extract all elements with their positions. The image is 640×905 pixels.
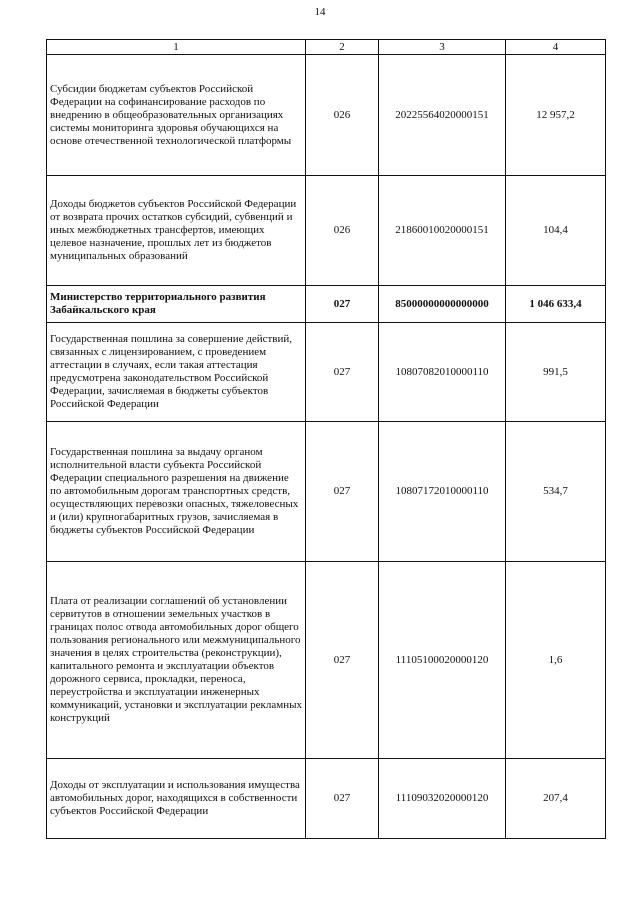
row-amount: 534,7 bbox=[506, 422, 606, 562]
row-amount: 12 957,2 bbox=[506, 55, 606, 176]
page-number: 14 bbox=[314, 6, 326, 18]
row-admin-code: 026 bbox=[306, 55, 379, 176]
row-admin-code: 027 bbox=[306, 422, 379, 562]
row-amount: 207,4 bbox=[506, 759, 606, 839]
row-description: Государственная пошлина за выдачу органом исполнительной власти субъекта Российской Федерации специального разрешения на движение по автомобильным дорогам транспортных средств, осуществляющих перевозки опасных, тяжеловесных и (или) крупногабаритных грузов, зачисляемая в бюджеты субъектов Российской Федерации bbox=[47, 422, 306, 562]
row-kbk-code: 11105100020000120 bbox=[379, 562, 506, 759]
row-description: Субсидии бюджетам субъектов Российской Федерации на софинансирование расходов по внедрению в общеобразовательных организациях системы мониторинга здоровья обучающихся на основе отечественной технологической платформы bbox=[47, 55, 306, 176]
row-description: Доходы от эксплуатации и использования имущества автомобильных дорог, находящихся в собственности субъектов Российской Федерации bbox=[47, 759, 306, 839]
row-amount: 104,4 bbox=[506, 176, 606, 286]
row-description: Плата от реализации соглашений об установлении сервитутов в отношении земельных участков в границах полос отвода автомобильных дорог общего пользования регионального или межмуниципального значения в целях строительства (реконструкции), капитального ремонта и эксплуатации объектов дорожного сервиса, прокладки, переноса, переустройства и эксплуатации инженерных коммуникаций, установки и эксплуатации рекламных конструкций bbox=[47, 562, 306, 759]
column-header-kbk: 3 bbox=[379, 40, 506, 55]
row-amount: 1,6 bbox=[506, 562, 606, 759]
column-header-amount: 4 bbox=[506, 40, 606, 55]
row-kbk-code: 85000000000000000 bbox=[379, 286, 506, 323]
row-kbk-code: 20225564020000151 bbox=[379, 55, 506, 176]
row-kbk-code: 10807172010000110 bbox=[379, 422, 506, 562]
row-kbk-code: 10807082010000110 bbox=[379, 323, 506, 422]
row-admin-code: 027 bbox=[306, 562, 379, 759]
budget-revenue-table bbox=[46, 39, 606, 839]
column-header-admin-code: 2 bbox=[306, 40, 379, 55]
row-description: Государственная пошлина за совершение действий, связанных с лицензированием, с проведением аттестации в случаях, если такая аттестация предусмотрена законодательством Российской Федерации, зачисляемая в бюджеты субъектов Российской Федерации bbox=[47, 323, 306, 422]
row-admin-code: 027 bbox=[306, 759, 379, 839]
row-admin-code: 026 bbox=[306, 176, 379, 286]
table-row bbox=[47, 759, 606, 839]
row-admin-code: 027 bbox=[306, 286, 379, 323]
table-body bbox=[47, 55, 606, 839]
table-row bbox=[47, 323, 606, 422]
table-header-row bbox=[47, 40, 606, 55]
table-row bbox=[47, 286, 606, 323]
table-row bbox=[47, 55, 606, 176]
row-kbk-code: 21860010020000151 bbox=[379, 176, 506, 286]
row-description: Министерство территориального развития Забайкальского края bbox=[47, 286, 306, 323]
row-description: Доходы бюджетов субъектов Российской Федерации от возврата прочих остатков субсидий, субвенций и иных межбюджетных трансфертов, имеющих целевое назначение, прошлых лет из бюджетов муниципальных образований bbox=[47, 176, 306, 286]
table-row bbox=[47, 176, 606, 286]
row-amount: 1 046 633,4 bbox=[506, 286, 606, 323]
table-row bbox=[47, 562, 606, 759]
table-row bbox=[47, 422, 606, 562]
row-kbk-code: 11109032020000120 bbox=[379, 759, 506, 839]
column-header-description: 1 bbox=[47, 40, 306, 55]
row-admin-code: 027 bbox=[306, 323, 379, 422]
row-amount: 991,5 bbox=[506, 323, 606, 422]
